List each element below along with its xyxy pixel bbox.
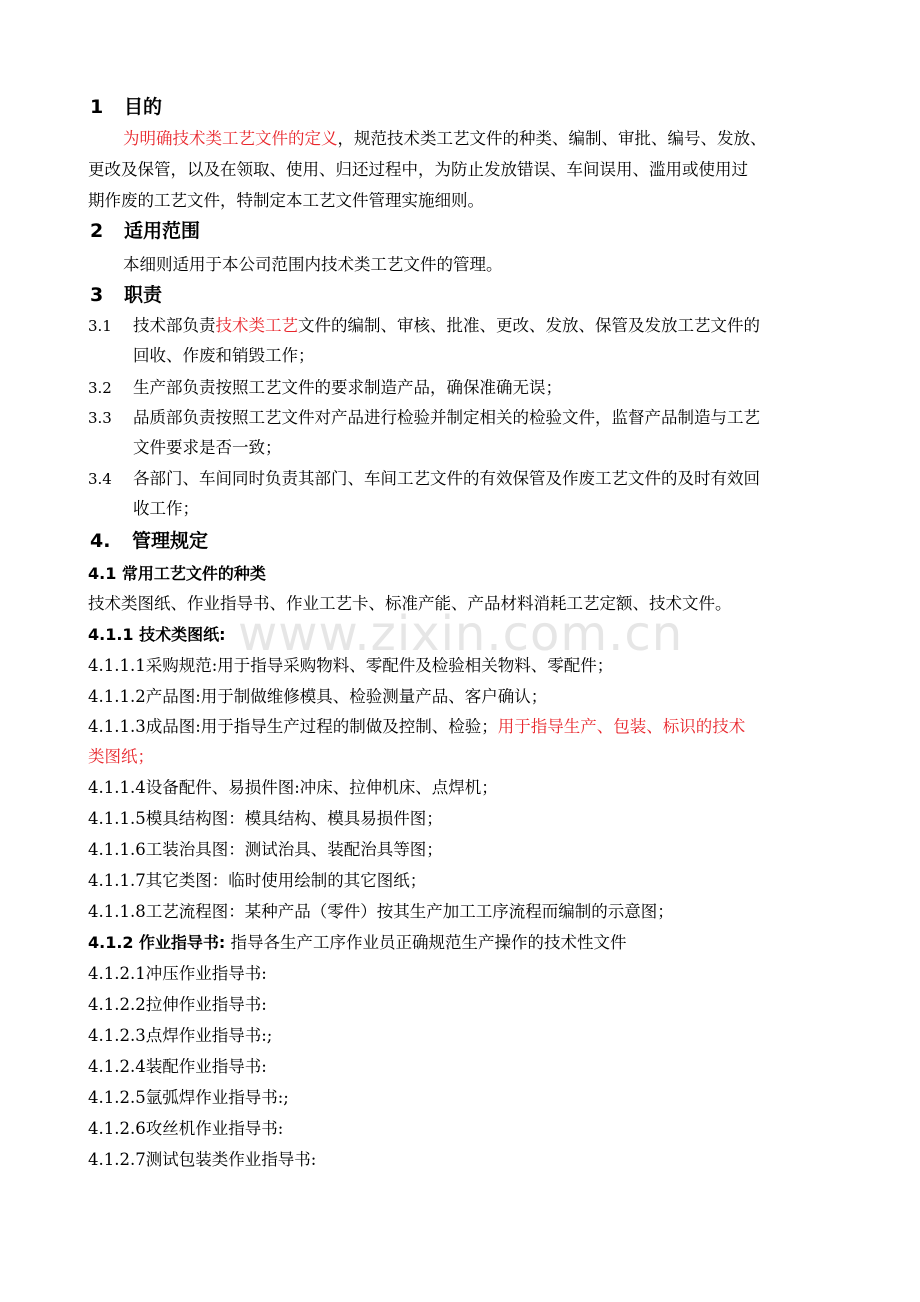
item-text: 产品图:用于制做维修模具、检验测量产品、客户确认； — [145, 687, 548, 706]
item-text: 拉伸作业指导书: — [145, 995, 267, 1014]
item-number: 4.1.1.3 — [88, 717, 146, 736]
item-number: 4.1.2.6 — [88, 1119, 146, 1138]
item-number: 4.1.1.5 — [88, 809, 146, 828]
list-item — [88, 1025, 272, 1047]
subsection-number: 4.1.1 — [88, 625, 134, 644]
item-text: 成品图:用于指导生产过程的制做及控制、检验； — [145, 717, 498, 736]
watermark: www.zixin.com.cn — [238, 606, 684, 662]
list-item — [88, 377, 848, 399]
item-continuation: 文件要求是否一致； — [133, 438, 282, 457]
list-item — [88, 963, 267, 985]
item-text: 设备配件、易损件图:冲床、拉伸机床、点焊机； — [145, 778, 498, 797]
section-4-heading — [90, 530, 208, 552]
section-number: 4. — [90, 530, 111, 552]
list-item — [88, 716, 745, 738]
item-text-part: 技术部负责 — [133, 316, 216, 335]
subsection-number: 4.1.2 — [88, 933, 134, 952]
item-text: 其它类图：临时使用绘制的其它图纸； — [145, 871, 427, 890]
item-number: 4.1.1.8 — [88, 902, 146, 921]
list-item — [88, 808, 443, 830]
subsection-number: 4.1 — [88, 564, 117, 583]
subsection-heading — [88, 932, 626, 954]
list-item — [88, 1056, 267, 1078]
list-item — [88, 870, 426, 892]
subsection-title: 作业指导书: — [138, 933, 226, 952]
list-item — [88, 994, 267, 1016]
list-item — [88, 315, 848, 337]
highlighted-text: 为明确技术类工艺文件的定义 — [123, 129, 338, 148]
subsection-heading — [88, 563, 266, 585]
item-number: 4.1.2.7 — [88, 1150, 146, 1169]
section-number: 1 — [90, 96, 104, 118]
list-item — [88, 1087, 289, 1109]
item-number: 4.1.1.1 — [88, 656, 146, 675]
section-number: 3 — [90, 284, 104, 306]
highlighted-continuation: 类图纸； — [88, 747, 154, 766]
item-number: 3.4 — [88, 470, 112, 488]
item-text: 攻丝机作业指导书: — [145, 1119, 284, 1138]
item-number: 4.1.2.2 — [88, 995, 146, 1014]
paragraph-line: 本细则适用于本公司范围内技术类工艺文件的管理。 — [123, 255, 503, 274]
item-text: 工装治具图：测试治具、装配治具等图； — [145, 840, 443, 859]
section-title: 目的 — [124, 96, 163, 118]
list-item — [88, 655, 613, 677]
section-3-heading — [90, 284, 162, 306]
item-text: 生产部负责按照工艺文件的要求制造产品，确保准确无误； — [133, 378, 562, 397]
item-number: 4.1.1.7 — [88, 871, 146, 890]
list-item — [88, 901, 674, 923]
item-text-part: 文件的编制、审核、批准、更改、发放、保管及发放工艺文件的 — [298, 316, 760, 335]
section-title: 职责 — [124, 284, 163, 306]
item-text: 采购规范:用于指导采购物料、零配件及检验相关物料、零配件； — [145, 656, 614, 675]
list-item — [88, 468, 848, 490]
subsection-title: 常用工艺文件的种类 — [121, 564, 266, 583]
section-title: 管理规定 — [132, 530, 209, 552]
item-text: 氩弧焊作业指导书:; — [145, 1088, 289, 1107]
subsection-text: 指导各生产工序作业员正确规范生产操作的技术性文件 — [230, 933, 627, 952]
list-item — [88, 1149, 316, 1171]
item-text: 测试包装类作业指导书: — [145, 1150, 317, 1169]
item-continuation: 收工作； — [133, 499, 199, 518]
list-item — [88, 407, 848, 429]
item-continuation: 回收、作废和销毁工作； — [133, 346, 315, 365]
item-text: 点焊作业指导书:; — [145, 1026, 273, 1045]
item-number: 3.1 — [88, 317, 112, 335]
section-1-heading — [90, 96, 162, 118]
section-2-heading — [90, 220, 200, 242]
list-item — [88, 1118, 283, 1140]
list-item — [88, 686, 547, 708]
item-text — [133, 315, 760, 337]
item-number: 4.1.1.6 — [88, 840, 146, 859]
item-text: 工艺流程图：某种产品（零件）按其生产加工工序流程而编制的示意图； — [145, 902, 674, 921]
paragraph-line: 更改及保管，以及在领取、使用、归还过程中，为防止发放错误、车间误用、滥用或使用过 — [88, 160, 748, 179]
paragraph-line — [123, 128, 767, 150]
item-number: 4.1.1.2 — [88, 687, 146, 706]
item-text: 品质部负责按照工艺文件对产品进行检验并制定相关的检验文件，监督产品制造与工艺 — [133, 408, 760, 427]
section-title: 适用范围 — [124, 220, 201, 242]
list-item — [88, 839, 443, 861]
item-number: 4.1.2.4 — [88, 1057, 146, 1076]
item-number: 4.1.2.1 — [88, 964, 146, 983]
item-text: 模具结构图：模具结构、模具易损件图； — [145, 809, 443, 828]
item-text: 各部门、车间同时负责其部门、车间工艺文件的有效保管及作废工艺文件的及时有效回 — [133, 469, 760, 488]
item-number: 3.3 — [88, 409, 112, 427]
subsection-heading — [88, 624, 226, 646]
paragraph-line: 期作废的工艺文件，特制定本工艺文件管理实施细则。 — [88, 191, 484, 210]
item-number: 3.2 — [88, 379, 112, 397]
list-item — [88, 777, 498, 799]
subsection-title: 技术类图纸: — [139, 625, 226, 644]
item-number: 4.1.1.4 — [88, 778, 146, 797]
paragraph-text: ，规范技术类工艺文件的种类、编制、审批、编号、发放、 — [337, 129, 767, 148]
item-number: 4.1.2.3 — [88, 1026, 146, 1045]
item-number: 4.1.2.5 — [88, 1088, 146, 1107]
item-text: 装配作业指导书: — [145, 1057, 267, 1076]
item-text: 冲压作业指导书: — [145, 964, 267, 983]
highlighted-text: 技术类工艺 — [215, 316, 298, 335]
highlighted-text: 用于指导生产、包装、标识的技术 — [497, 717, 746, 736]
section-number: 2 — [90, 220, 104, 242]
paragraph-line: 技术类图纸、作业指导书、作业工艺卡、标准产能、产品材料消耗工艺定额、技术文件。 — [88, 594, 732, 613]
